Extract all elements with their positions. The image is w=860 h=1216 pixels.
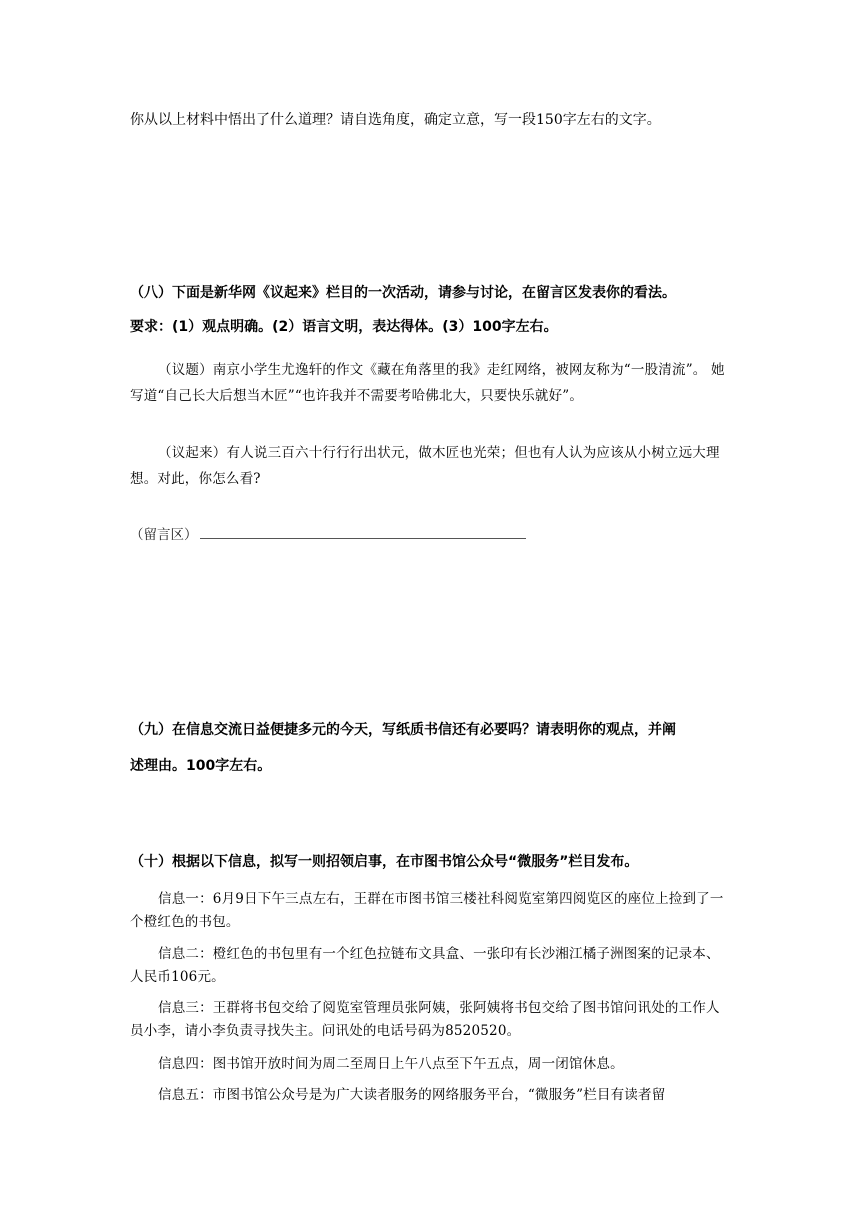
section10-title: （十）根据以下信息，拟写一则招领启事，在市图书馆公众号“微服务”栏目发布。 [130,854,639,870]
section8-discussion: （议起来）有人说三百六十行行行出状元，做木匠也光荣；但也有人认为应该从小树立远大理想。对此，你怎么看? [130,445,720,487]
intro-question: 你从以上材料中悟出了什么道理？请自选角度，确定立意，写一段150字左右的文字。 [130,112,661,128]
reply-area [130,524,730,546]
reply-label: （留言区） [130,527,198,543]
section10-info3: 信息三：王群将书包交给了阅览室管理员张阿姨，张阿姨将书包交给了图书馆问讯处的工作人员小李，请小李负责寻找失主。问讯处的电话号码为8520520。 [130,1000,720,1039]
section8-title: （八）下面是新华网《议起来》栏目的一次活动，请参与讨论，在留言区发表你的看法。 [130,285,676,301]
section9-question-line1: （九）在信息交流日益便捷多元的今天，写纸质书信还有必要吗？请表明你的观点，并阐 [130,722,676,738]
section10-info1: 信息一：6月9日下午三点左右，王群在市图书馆三楼社科阅览室第四阅览区的座位上捡到了一个橙红色的书包。 [130,891,724,930]
section10-info4: 信息四：图书馆开放时间为周二至周日上午八点至下午五点，周一闭馆休息。 [158,1056,624,1072]
reply-blank-line [200,524,526,539]
section10-info5: 信息五：市图书馆公众号是为广大读者服务的网络服务平台，“微服务”栏目有读者留 [158,1087,666,1103]
section9-question-line2: 述理由。100字左右。 [130,758,272,774]
section8-topic: （议题）南京小学生尤逸轩的作文《藏在角落里的我》走红网络，被网友称为“一股清流”。 她写道“自己长大后想当木匠”“也许我并不需要考哈佛北大，只要快乐就好”。 [130,362,725,404]
section8-requirements: 要求：(1）观点明确。(2）语言文明，表达得体。(3）100字左右。 [130,319,558,335]
section10-info2: 信息二：橙红色的书包里有一个红色拉链布文具盒、一张印有长沙湘江橘子洲图案的记录本、人民币106元。 [130,946,720,985]
